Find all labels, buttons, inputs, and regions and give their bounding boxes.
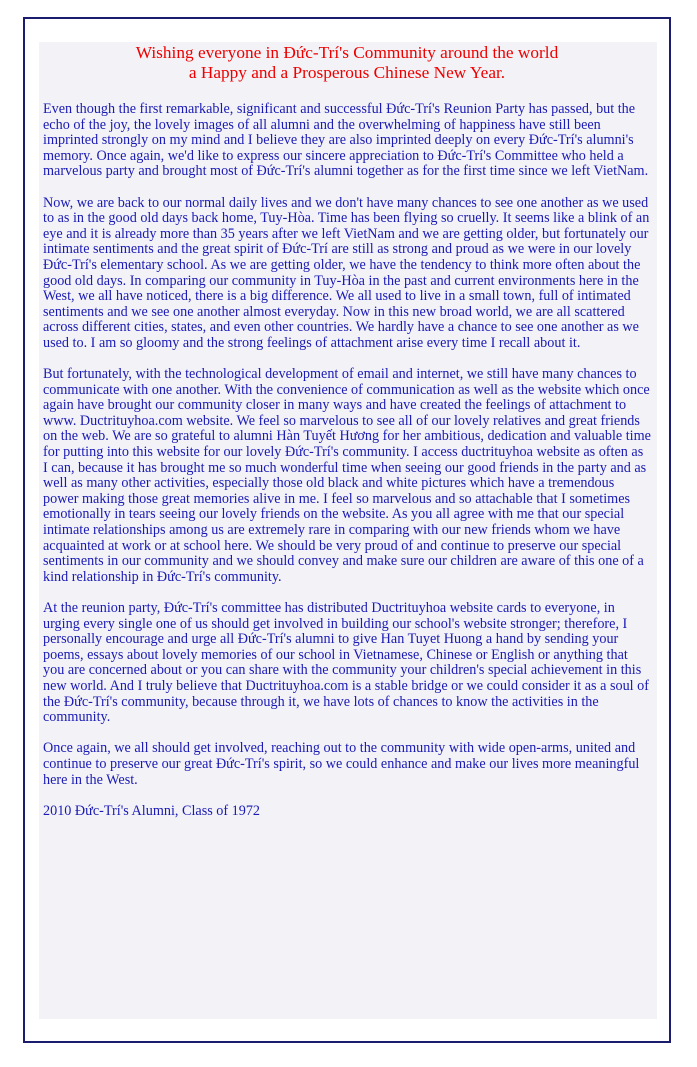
signature: 2010 Đức-Trí's Alumni, Class of 1972 [43, 802, 261, 819]
paragraph-5: Once again, we all should get involved, reaching out to the community with wide open-arms, united and continue to preserve our great Đức-Trí's spirit, so we could enhance and make our lives more meaningful here in the West. [43, 740, 640, 788]
greeting-line-1: Wishing everyone in Đức-Trí's Community around the world [135, 43, 559, 62]
greeting-heading [43, 42, 651, 83]
paragraph-1: Even though the first remarkable, significant and successful Đức-Trí's Reunion Party has passed, but the echo of the joy, the lovely images of all alumni and the overwhelming of happiness have still been imprinted strongly on my mind and I believe they are also imprinted deeply on every Đức-Trí's alumni's memory. Once again, we'd like to express our sincere appreciation to Đức-Trí's Committee who held a marvelous party and brought most of Đức-Trí's alumni together as for the first time since we left VietNam. [43, 101, 649, 180]
letter-panel [39, 42, 657, 1019]
page-frame [23, 17, 671, 1043]
paragraph-3: But fortunately, with the technological development of email and internet, we still have many chances to communicate with one another. With the convenience of communication as well as the website which once again have brought our community closer in many ways and have created the feelings of attachment to www. Ductrituyhoa.com website. We feel so marvelous to see all of our lovely relatives and great friends on the web. We are so grateful to alumni Hàn Tuyết Hương for her ambitious, dedication and valuable time for putting into this website for our lovely Đức-Trí's community. I access ductrituyhoa website as often as I can, because it has brought me so much wonderful time when seeing our good friends in the party and as well as many other activities, especially those old black and white pictures which have a tremendous power making those great memories alive in me. I feel so marvelous and so attachable that I sometimes emotionally in tears seeing our lovely friends on the website. As you all agree with me that our special intimate relationships among us are extremely rare in comparing with our new friends whom we have acquainted at work or at school here. We should be very proud of and continue to preserve our special sentiments in our community and we should convey and make sure our children are aware of this one of a kind relationship in Đức-Trí's community. [43, 366, 651, 585]
paragraph-2: Now, we are back to our normal daily lives and we don't have many chances to see one another as we used to as in the good old days back home, Tuy-Hòa. Time has been flying so cruelly. It seems like a blink of an eye and it is already more than 35 years after we left VietNam and we are getting older, but fortunately our intimate sentiments and the great spirit of Đức-Trí are still as strong and proud as we were in our lovely Đức-Trí's elementary school. As we are getting older, we have the tendency to think more often about the good old days. In comparing our community in Tuy-Hòa in the past and current environments here in the West, we all have noticed, there is a big difference. We all used to live in a small town, full of intimated sentiments and we see one another almost everyday. Now in this new broad world, we are all scattered across different cities, states, and even other countries. We hardly have a chance to see one another as we used to. I am so gloomy and the strong feelings of attachment arise every time I recall about it. [43, 194, 650, 351]
paragraph-4: At the reunion party, Đức-Trí's committee has distributed Ductrituyhoa website cards to everyone, in urging every single one of us should get involved in building our school's website stronger; therefore, I personally encourage and urge all Đức-Trí's alumni to give Han Tuyet Huong a hand by sending your poems, essays about lovely memories of our school in Vietnamese, Chinese or English or anything that you are concerned about or you can share with the community your children's special achievement in this new world. And I truly believe that Ductrituyhoa.com is a stable bridge or we could consider it as a soul of the Đức-Trí's community, because through it, we have lots of chances to know the activities in the community. [43, 600, 649, 726]
greeting-line-2: a Happy and a Prosperous Chinese New Year. [188, 63, 506, 82]
